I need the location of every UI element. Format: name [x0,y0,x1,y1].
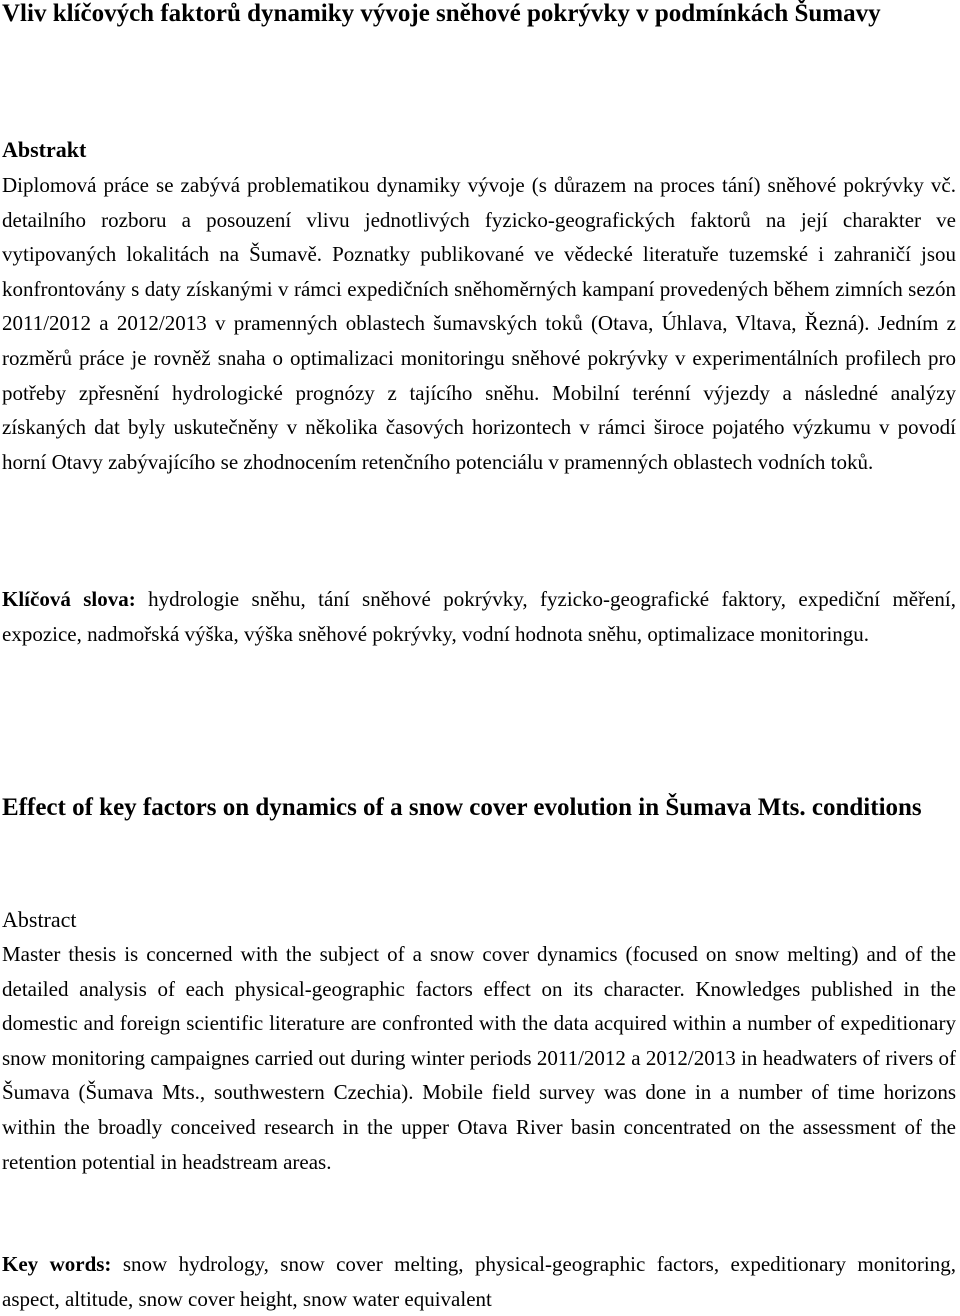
english-title: Effect of key factors on dynamics of a snow cover evolution in Šumava Mts. conditions [2,794,922,821]
czech-title: Vliv klíčových faktorů dynamiky vývoje sněhové pokrývky v podmínkách Šumavy [2,0,881,27]
english-keywords-text: snow hydrology, snow cover melting, physical-geographic factors, expeditionary monitoring, aspect, altitude, snow cover height, snow water equivalent [2,1252,956,1311]
czech-abstract-text: Diplomová práce se zabývá problematikou dynamiky vývoje (s důrazem na proces tání) sněhové pokrývky vč. detailního rozboru a posouzení vlivu jednotlivých fyzicko-geografických faktorů na její charakter ve vytipovaných lokalitách na Šumavě. Poznatky publikované ve vědecké literatuře tuzemské i zahraničí jsou konfrontovány s daty získanými v rámci expedičních sněhoměrných kampaní provedených během zimních sezón 2011/2012 a 2012/2013 v pramenných oblastech šumavských toků (Otava, Úhlava, Vltava, Řezná). Jedním z rozměrů práce je rovněž snaha o optimalizaci monitoringu sněhové pokrývky v experimentálních profilech pro potřeby zpřesnění hydrologické prognózy z tajícího sněhu. Mobilní terénní výjezdy a následné analýzy získaných dat byly uskutečněny v několika časových horizontech v rámci široce pojatého výzkumu v povodí horní Otavy zabývajícího se zhodnocením retenčního potenciálu v pramenných oblastech vodních toků. [2,173,956,474]
czech-abstract-heading: Abstrakt [2,137,87,162]
english-abstract-heading: Abstract [2,907,77,932]
czech-keywords-text: hydrologie sněhu, tání sněhové pokrývky, fyzicko-geografické faktory, expediční měření, expozice, nadmořská výška, výška sněhové pokrývky, vodní hodnota sněhu, optimalizace monitoringu. [2,587,957,646]
english-keywords-label: Key words: [2,1252,112,1276]
english-keywords [2,1247,956,1316]
czech-keywords-label: Klíčová slova: [2,587,136,611]
english-abstract-text: Master thesis is concerned with the subject of a snow cover dynamics (focused on snow melting) and of the detailed analysis of each physical-geographic factors effect on its character. Knowledges published in the domestic and foreign scientific literature are confronted with the data acquired within a number of expeditionary snow monitoring campaignes carried out during winter periods 2011/2012 a 2012/2013 in headwaters of rivers of Šumava (Šumava Mts., southwestern Czechia). Mobile field survey was done in a number of time horizons within the broadly conceived research in the upper Otava River basin concentrated on the assessment of the retention potential in headstream areas. [2,942,956,1174]
czech-keywords [2,582,956,651]
